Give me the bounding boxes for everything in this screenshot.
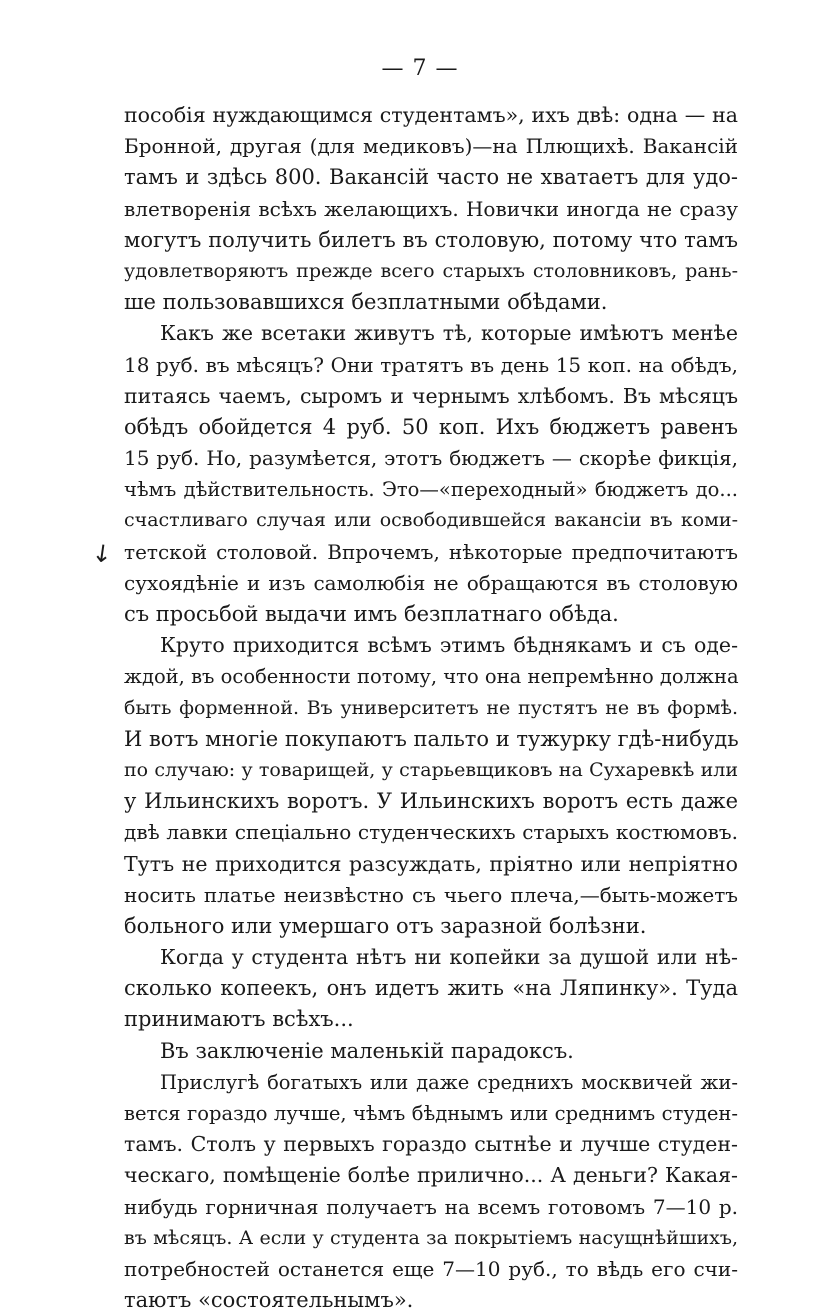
text-line: двѣ лавки спеціально студенческихъ старыхъ костюмовъ. — [124, 820, 738, 845]
paragraph-2 — [124, 318, 738, 630]
text-line: тамъ. Столъ у первыхъ гораздо сытнѣе и лучше студен- — [124, 1132, 738, 1157]
text-line: съ просьбой выдачи имъ безплатнаго обѣда. — [124, 602, 619, 626]
text-line: носить платье неизвѣстно съ чьего плеча,—быть-можетъ — [124, 882, 738, 907]
text-line: по случаю: у товарищей, у старьевщиковъ на Сухаревкѣ или — [124, 758, 738, 781]
margin-mark: ↓ — [90, 538, 114, 570]
text-line: ждой, въ особенности потому, что она непремѣнно должна — [124, 665, 739, 689]
text-line: быть форменной. Въ университетъ не пустятъ не въ формѣ. — [124, 696, 738, 719]
text-line: 18 руб. въ мѣсяцъ? Они тратятъ въ день 15 коп. на обѣдъ, — [124, 352, 738, 377]
text-line: больного или умершаго отъ заразной болѣзни. — [124, 913, 647, 938]
text-line: обѣдъ обойдется 4 руб. 50 коп. Ихъ бюджетъ равенъ — [124, 414, 738, 439]
text-line: Въ заключеніе маленькій парадоксъ. — [160, 1038, 574, 1063]
text-line: Бронной, другая (для медиковъ)—на Плющихѣ. Вакансій — [124, 134, 738, 159]
text-line: влетворенія всѣхъ желающихъ. Новички иногда не сразу — [124, 196, 738, 221]
text-line: Какъ же всетаки живутъ тѣ, которые имѣютъ менѣе — [160, 321, 738, 346]
text-line: таютъ «состоятельнымъ». — [124, 1288, 414, 1313]
paragraph-4 — [124, 942, 738, 1036]
body-text — [124, 100, 738, 1316]
text-line: пособія нуждающимся студентамъ», ихъ двѣ: одна — на — [124, 103, 738, 127]
text-line: Когда у студента нѣтъ ни копейки за душой или нѣ- — [160, 945, 738, 970]
text-line: могутъ получить билетъ въ столовую, потому что тамъ — [124, 227, 738, 252]
text-line: принимаютъ всѣхъ... — [124, 1007, 354, 1032]
text-line: у Ильинскихъ воротъ. У Ильинскихъ воротъ есть даже — [124, 789, 738, 814]
text-line: Прислугѣ богатыхъ или даже среднихъ москвичей жи- — [160, 1070, 738, 1094]
text-line: И вотъ многіе покупаютъ пальто и тужурку гдѣ-нибудь — [124, 726, 739, 751]
text-line: 15 руб. Но, разумѣется, этотъ бюджетъ — скорѣе фикція, — [124, 446, 738, 471]
paragraph-3 — [124, 630, 738, 942]
text-line: Тутъ не приходится разсуждать, пріятно или непріятно — [124, 851, 738, 876]
text-line: чѣмъ дѣйствительность. Это—«переходный» бюджетъ до... — [124, 478, 738, 502]
paragraph-6 — [124, 1067, 738, 1316]
paragraph-1 — [124, 100, 738, 318]
text-line: сухоядѣніе и изъ самолюбія не обращаются въ столовую — [124, 570, 738, 595]
text-line: сколько копеекъ, онъ идетъ жить «на Ляпинку». Туда — [124, 976, 738, 1001]
paragraph-5 — [124, 1036, 738, 1067]
text-line: потребностей останется еще 7—10 руб., то вѣдь его счи- — [124, 1256, 738, 1281]
text-line: ше пользовавшихся безплатными обѣдами. — [124, 290, 608, 315]
page-number: — 7 — — [381, 56, 459, 81]
text-line: Круто приходится всѣмъ этимъ бѣднякамъ и съ оде- — [160, 633, 738, 658]
text-line: тетской столовой. Впрочемъ, нѣкоторые предпочитаютъ — [124, 539, 738, 564]
text-line: вется гораздо лучше, чѣмъ бѣднымъ или среднимъ студен- — [124, 1102, 738, 1125]
text-line: въ мѣсяцъ. А если у студента за покрытіемъ насущнѣйшихъ, — [124, 1226, 738, 1249]
text-line: нибудь горничная получаетъ на всемъ готовомъ 7—10 р. — [124, 1194, 738, 1219]
text-line: ческаго, помѣщеніе болѣе прилично... А деньги? Какая- — [124, 1163, 738, 1188]
text-line: питаясь чаемъ, сыромъ и чернымъ хлѣбомъ. Въ мѣсяцъ — [124, 383, 738, 408]
text-line: удовлетворяютъ прежде всего старыхъ столовниковъ, рань- — [124, 259, 738, 282]
text-line: счастливаго случая или освободившейся вакансіи въ коми- — [124, 509, 738, 532]
text-line: тамъ и здѣсь 800. Вакансій часто не хватаетъ для удо- — [124, 165, 738, 190]
